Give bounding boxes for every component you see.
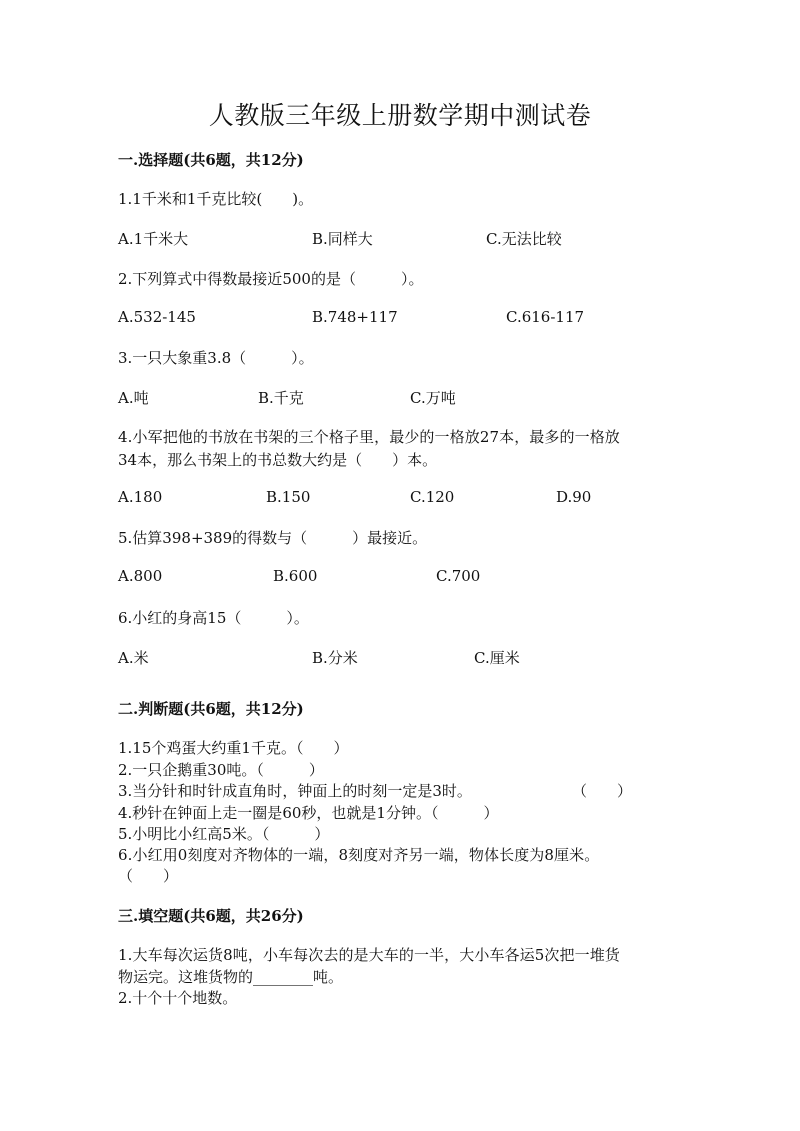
question-6: 6.小红的身高15（ ）。 [118, 609, 309, 627]
option-1b: B.同样大 [312, 230, 373, 248]
option-1c: C.无法比较 [486, 230, 562, 248]
judge-line-3-answer-paren: （ ） [572, 782, 633, 800]
section-heading-judge: 二.判断题(共6题，共12分) [118, 700, 304, 718]
option-2c: C.616-117 [506, 308, 585, 326]
option-3b: B.千克 [258, 389, 304, 407]
option-6b: B.分米 [312, 649, 358, 667]
option-2b: B.748+117 [312, 308, 398, 326]
judge-line-3: 3.当分针和时针成直角时，钟面上的时刻一定是3时。 [118, 782, 472, 800]
question-1: 1.1千米和1千克比较( )。 [118, 190, 314, 208]
fill-line-2: 物运完。这堆货物的________吨。 [118, 968, 344, 986]
question-4-line-2: 34本，那么书架上的书总数大约是（ ）本。 [118, 451, 438, 469]
judge-line-2: 2.一只企鹅重30吨。（ ） [118, 761, 324, 779]
judge-line-5: 5.小明比小红高5米。（ ） [118, 825, 330, 843]
judge-line-6: 6.小红用0刻度对齐物体的一端，8刻度对齐另一端，物体长度为8厘米。 [118, 846, 600, 864]
option-6a: A.米 [118, 649, 149, 667]
fill-line-3: 2.十个十个地数。 [118, 989, 238, 1007]
section-heading-fill: 三.填空题(共6题，共26分) [118, 907, 304, 925]
option-3a: A.吨 [118, 389, 149, 407]
question-5: 5.估算398+389的得数与（ ）最接近。 [118, 529, 428, 547]
question-2: 2.下列算式中得数最接近500的是（ ）。 [118, 270, 424, 288]
fill-line-1: 1.大车每次运货8吨，小车每次去的是大车的一半，大小车各运5次把一堆货 [118, 946, 620, 964]
question-4-line-1: 4.小军把他的书放在书架的三个格子里，最少的一格放27本，最多的一格放 [118, 428, 620, 446]
question-3: 3.一只大象重3.8（ ）。 [118, 349, 314, 367]
option-1a: A.1千米大 [118, 230, 189, 248]
option-4b: B.150 [266, 488, 311, 506]
section-heading-choice: 一.选择题(共6题，共12分) [118, 151, 304, 169]
option-5b: B.600 [273, 567, 318, 585]
judge-line-4: 4.秒针在钟面上走一圈是60秒，也就是1分钟。（ ） [118, 804, 499, 822]
option-6c: C.厘米 [474, 649, 520, 667]
option-3c: C.万吨 [410, 389, 456, 407]
option-5a: A.800 [118, 567, 163, 585]
option-2a: A.532-145 [118, 308, 196, 326]
option-4c: C.120 [410, 488, 455, 506]
exam-title: 人教版三年级上册数学期中测试卷 [208, 101, 592, 130]
option-4a: A.180 [118, 488, 163, 506]
option-5c: C.700 [436, 567, 481, 585]
judge-line-1: 1.15个鸡蛋大约重1千克。（ ） [118, 739, 349, 757]
option-4d: D.90 [556, 488, 592, 506]
judge-line-6-paren: （ ） [118, 867, 179, 885]
